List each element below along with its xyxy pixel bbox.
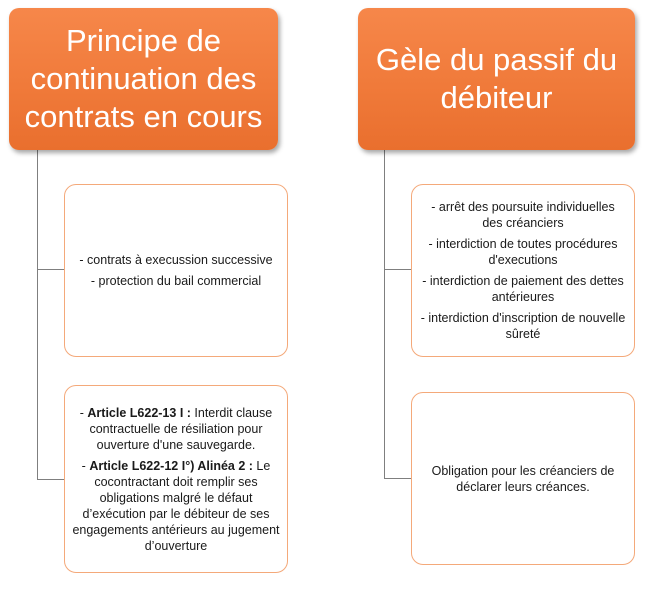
list-item: - contrats à execussion successive xyxy=(79,253,273,267)
left-box-articles xyxy=(64,385,288,573)
article-text: Le cocontractant doit remplir ses obligations malgré le défaut d’exécution par le débiteur de ses engagements antérieurs au jugement d’ouverture xyxy=(72,458,280,553)
article-reference: Article L622-13 I : xyxy=(87,405,191,420)
left-box-contracts xyxy=(64,184,288,357)
article-text: Interdit clause contractuelle de résiliation pour ouverture d'une sauvegarde. xyxy=(89,405,273,452)
left-header-line-1: Principe de xyxy=(65,23,222,58)
left-header xyxy=(9,8,278,150)
right-header-line-1: Gèle du passif du xyxy=(375,42,618,77)
right-header xyxy=(358,8,635,150)
left-connector-branch-1 xyxy=(37,269,64,270)
item-prefix: - xyxy=(79,405,88,420)
declaration-text: Obligation pour les créanciers de déclarer leurs créances. xyxy=(431,463,615,494)
list-item: - interdiction de paiement des dettes antérieures xyxy=(422,274,624,304)
right-connector-branch-1 xyxy=(384,269,411,270)
left-connector-branch-2 xyxy=(37,479,64,480)
item-prefix: - xyxy=(81,458,90,473)
left-connector-trunk xyxy=(37,150,38,469)
right-box-prohibitions xyxy=(411,184,635,357)
list-item: - protection du bail commercial xyxy=(90,274,262,288)
right-connector-branch-2 xyxy=(384,478,411,479)
right-box-declaration xyxy=(411,392,635,565)
list-item: - interdiction d'inscription de nouvelle sûreté xyxy=(420,311,626,341)
article-l622-13 xyxy=(71,405,281,453)
article-l622-12 xyxy=(71,458,281,554)
right-connector-trunk xyxy=(384,150,385,478)
article-reference: Article L622-12 I°) Alinéa 2 : xyxy=(89,458,253,473)
left-header-line-2: continuation des xyxy=(30,61,257,96)
list-item: - arrêt des poursuite individuelles des créanciers xyxy=(431,200,615,230)
left-connector-trunk-lower xyxy=(37,469,38,479)
left-header-line-3: contrats en cours xyxy=(24,99,263,134)
list-item: - interdiction de toutes procédures d'executions xyxy=(428,237,618,267)
right-header-line-2: débiteur xyxy=(440,80,553,115)
